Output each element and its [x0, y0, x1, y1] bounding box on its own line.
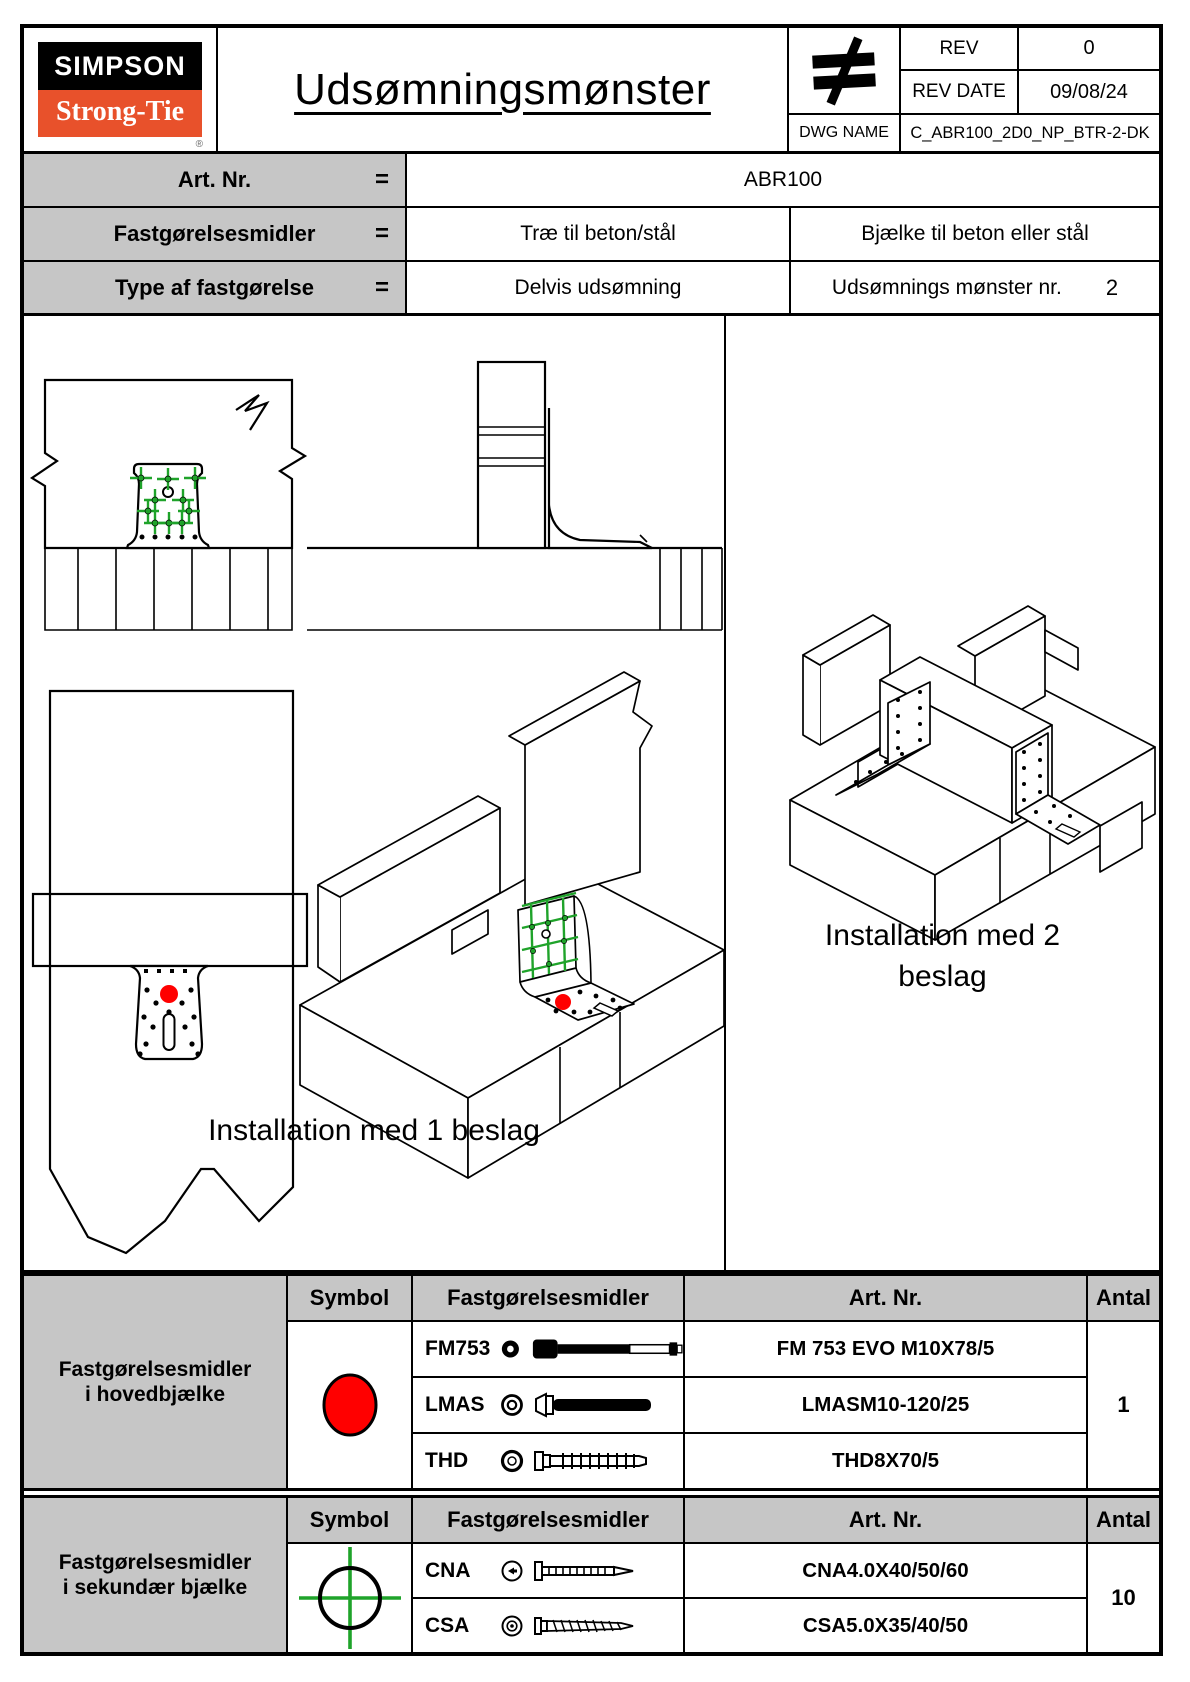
fastener-row-thd	[411, 1432, 683, 1488]
panel-two-brackets	[726, 316, 1159, 1270]
fastener-name: FM753	[425, 1337, 491, 1360]
rev-date-label: REV DATE	[901, 69, 1017, 113]
thd-screw-icon	[533, 1447, 663, 1475]
equals-sign: =	[374, 273, 389, 301]
lmas-anchor-icon	[533, 1392, 663, 1418]
logo-strongtie-text: Strong-Tie	[38, 90, 202, 137]
drawing-sheet	[20, 24, 1163, 1656]
iso-two-brackets	[790, 606, 1155, 940]
bottom-view	[33, 691, 307, 1253]
art-nr-value: ABR100	[743, 168, 823, 191]
header-qty: Antal	[1086, 1276, 1159, 1320]
red-dot-marker	[555, 994, 571, 1010]
header-art-nr: Art. Nr.	[683, 1276, 1086, 1320]
revision-table	[787, 28, 1159, 151]
logo-simpson-text: SIMPSON	[38, 42, 202, 90]
info-label-text: Type af fastgørelse	[115, 274, 314, 300]
type-value-1: Delvis udsømning	[407, 262, 791, 313]
info-label	[24, 208, 407, 260]
caption-two-line2: beslag	[898, 959, 987, 993]
cna-end-view-icon	[500, 1559, 524, 1583]
art-nr-value: THD8X70/5	[683, 1432, 1086, 1488]
fm753-end-view-icon	[499, 1337, 522, 1361]
dwg-name-value: C_ABR100_2D0_NP_BTR-2-DK	[901, 113, 1159, 151]
fastener-table-main-beam	[24, 1273, 1159, 1491]
qty-value: 1	[1086, 1320, 1159, 1488]
info-label-text: Art. Nr.	[177, 167, 252, 192]
lmas-end-view-icon	[500, 1393, 524, 1417]
fastener-value-1: Træ til beton/stål	[407, 208, 791, 260]
red-dot-marker	[160, 985, 178, 1003]
cna-nail-icon	[533, 1559, 653, 1583]
side-view	[307, 362, 722, 630]
info-label	[24, 262, 407, 313]
drawing-area	[24, 316, 1159, 1273]
info-label-text: Fastgørelsesmidler	[113, 221, 316, 246]
csa-screw-icon	[533, 1614, 653, 1638]
type-value-2	[791, 262, 1159, 313]
green-crosshair-marker-icon	[286, 1542, 411, 1652]
table-row-label	[24, 1498, 286, 1652]
header-fastener: Fastgørelsesmidler	[411, 1276, 683, 1320]
fastener-row-cna	[411, 1542, 683, 1597]
dwg-name-label: DWG NAME	[789, 113, 901, 151]
header-fastener: Fastgørelsesmidler	[411, 1498, 683, 1542]
csa-end-view-icon	[500, 1614, 524, 1638]
rev-date-value: 09/08/24	[1017, 69, 1159, 113]
rev-value: 0	[1017, 28, 1159, 69]
fastener-table-secondary-beam	[24, 1495, 1159, 1656]
row-label-line1: Fastgørelsesmidler	[58, 1550, 252, 1574]
fastener-name: LMAS	[425, 1393, 485, 1416]
logo-cell	[24, 28, 218, 151]
fm753-bolt-icon	[531, 1336, 683, 1362]
fastener-name: CSA	[425, 1613, 470, 1637]
caption-two-line1: Installation med 2	[824, 919, 1061, 952]
registered-trademark-icon: ®	[195, 139, 203, 150]
fastener-name: CNA	[425, 1558, 471, 1582]
table-row-label	[24, 1276, 286, 1488]
front-view	[32, 380, 305, 630]
thd-end-view-icon	[500, 1449, 524, 1473]
pattern-label: Udsømnings mønster nr.	[831, 275, 1062, 299]
info-label	[24, 154, 407, 206]
red-dot-marker-icon	[286, 1320, 411, 1488]
row-label-line1: Fastgørelsesmidler	[58, 1357, 252, 1381]
art-nr-value: LMASM10-120/25	[683, 1376, 1086, 1432]
page-title: Udsømningsmønster	[294, 64, 711, 114]
header-symbol: Symbol	[286, 1498, 411, 1542]
panel-one-bracket	[24, 316, 726, 1270]
fastener-row-lmas	[411, 1376, 683, 1432]
row-label-line2: i hovedbjælke	[84, 1383, 226, 1406]
fastener-value-2: Bjælke til beton eller stål	[861, 222, 1089, 245]
simpson-strongtie-logo	[38, 42, 203, 150]
equals-sign: =	[374, 166, 389, 193]
rev-label: REV	[939, 37, 979, 59]
info-row-art-nr	[24, 154, 1159, 208]
caption-two-brackets	[726, 916, 1159, 997]
qty-value: 10	[1086, 1542, 1159, 1652]
info-row-fastener	[24, 208, 1159, 262]
iso-one-bracket	[300, 672, 724, 1178]
art-nr-value: CSA5.0X35/40/50	[683, 1597, 1086, 1652]
fastener-row-fm753	[411, 1320, 683, 1376]
equals-sign: =	[374, 220, 389, 247]
art-nr-value: CNA4.0X40/50/60	[683, 1542, 1086, 1597]
title-cell	[218, 28, 787, 151]
header-qty: Antal	[1086, 1498, 1159, 1542]
title-block	[24, 28, 1159, 154]
not-equal-projection-icon	[789, 28, 901, 113]
caption-one-bracket: Installation med 1 beslag	[208, 1114, 540, 1147]
pattern-number: 2	[1105, 274, 1119, 300]
two-bracket-drawing	[726, 316, 1157, 1270]
header-symbol: Symbol	[286, 1276, 411, 1320]
fastener-row-csa	[411, 1597, 683, 1652]
row-label-line2: i sekundær bjælke	[62, 1576, 248, 1599]
info-row-type	[24, 262, 1159, 316]
header-art-nr: Art. Nr.	[683, 1498, 1086, 1542]
fastener-name: THD	[425, 1449, 469, 1472]
art-nr-value: FM 753 EVO M10X78/5	[683, 1320, 1086, 1376]
